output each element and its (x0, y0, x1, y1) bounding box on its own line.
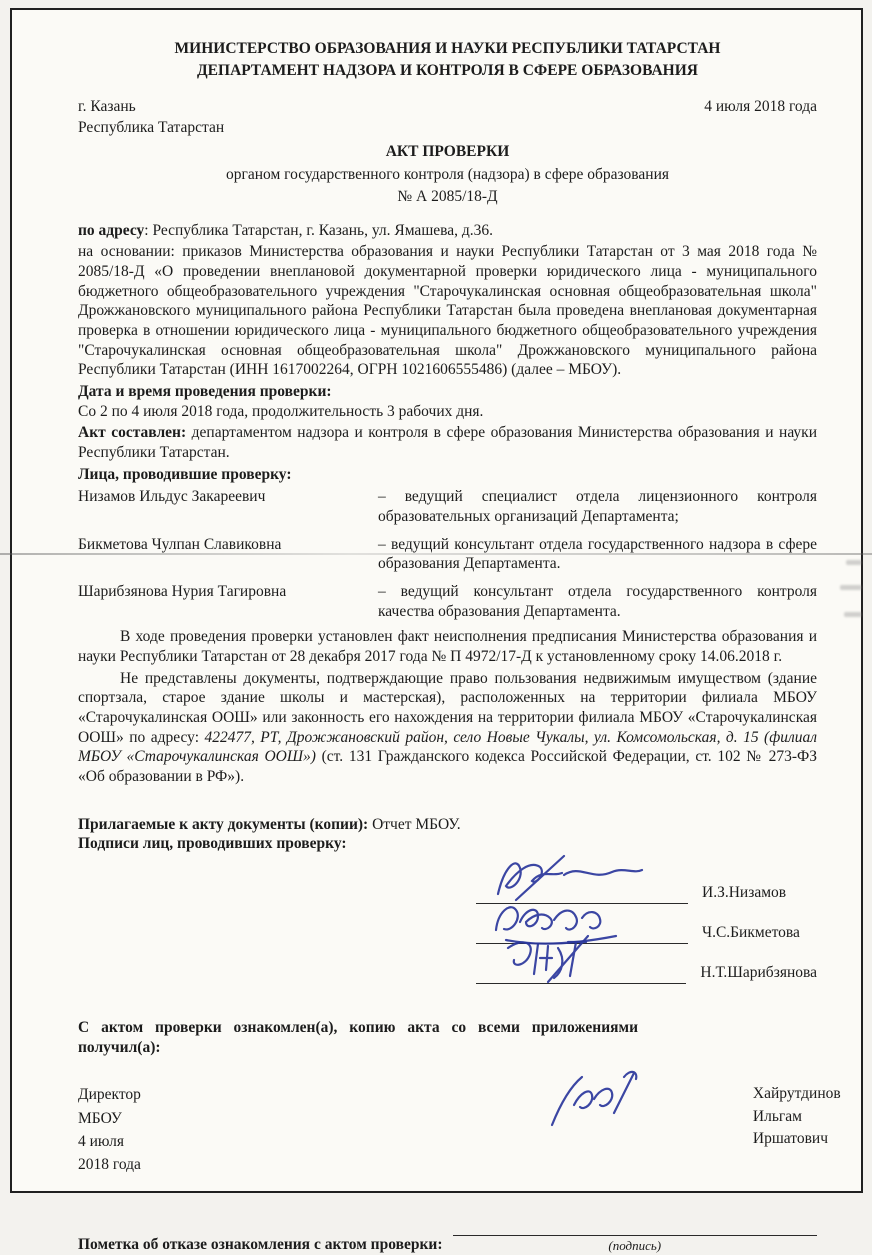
director-name-line-2: Иршатович (752, 1130, 828, 1148)
document-page (10, 8, 863, 1254)
scan-artifact-smudge (840, 585, 862, 590)
scan-artifact-smudge (846, 560, 862, 565)
signature-name: Ч.С.Бикметова (702, 924, 800, 942)
document-title: АКТ ПРОВЕРКИ (385, 143, 510, 161)
meta-row (78, 97, 817, 139)
refusal-row (78, 1218, 817, 1255)
violation-address-italic: 422477, РТ, Дрожжановский район, село Новые Чукалы, ул. Комсомольская, д. 15 (филиал МБОУ «Старочукалинская ООШ») (78, 728, 817, 766)
ministry-header (78, 38, 817, 81)
signature-row (476, 864, 817, 904)
inspector-role: – ведущий консультант отдела государственного контроля качества образования Департамента. (378, 583, 817, 620)
composed-value: департаментом надзора и контроля в сфере образования Министерства образования и науки Республики Татарстан. (78, 424, 817, 462)
document-subtitle: органом государственного контроля (надзора) в сфере образования (225, 165, 670, 183)
scan-artifact-smudge (844, 612, 862, 617)
refusal-signature-line (453, 1218, 818, 1236)
director-name (753, 1083, 841, 1150)
signature-row (476, 904, 817, 944)
inspector-row (78, 582, 817, 621)
inspector-name: Шарибзянова Нурия Тагировна (78, 583, 287, 601)
signature-line (476, 904, 688, 944)
inspector-name: Низамов Ильдус Закареевич (78, 488, 266, 506)
document-number: № А 2085/18-Д (397, 188, 498, 206)
document-date: 4 июля 2018 года (704, 98, 817, 116)
inspectors-label: Лица, проводившие проверку: (78, 465, 292, 483)
address-paragraph (78, 221, 817, 241)
violation-text-end: (ст. 131 Гражданского кодекса Российской Федерации, ст. 102 № 273-ФЗ «Об образовании в РФ»). (78, 748, 817, 786)
signature-name: Н.Т.Шарибзянова (700, 964, 817, 982)
refusal-sub-caption: (подпись) (608, 1238, 662, 1254)
datetime-value: Со 2 по 4 июля 2018 года, продолжительность 3 рабочих дня. (78, 402, 484, 420)
place-region: Республика Татарстан (78, 119, 225, 137)
datetime-block (78, 382, 817, 421)
attachments-paragraph (78, 815, 817, 835)
composed-paragraph (78, 423, 817, 462)
director-block (78, 1083, 141, 1176)
title-block (78, 141, 817, 208)
inspector-role: – ведущий специалист отдела лицензионного контроля образовательных организаций Департамента; (378, 488, 817, 526)
director-row (78, 1083, 841, 1176)
finding-paragraph: В ходе проведения проверки установлен факт неисполнения предписания Министерства образования и науки Республики Татарстан от 28 декабря 2017 года № П 4972/17-Д к установленному сроку 14.06.2018 г. (78, 628, 817, 666)
datetime-label: Дата и время проведения проверки: (78, 383, 332, 400)
inspector-row (78, 487, 817, 526)
attachments-block (78, 815, 817, 854)
ministry-line-2: ДЕПАРТАМЕНТ НАДЗОРА И КОНТРОЛЯ В СФЕРЕ ОБРАЗОВАНИЯ (197, 61, 698, 79)
refusal-line-wrap (453, 1218, 818, 1255)
address-value: : Республика Татарстан, г. Казань, ул. Ямашева, д.36. (144, 221, 494, 239)
signature-row (476, 944, 817, 984)
signatures-label: Подписи лиц, проводивших проверку: (78, 835, 347, 853)
violation-text: Не представлены документы, подтверждающие право пользования недвижимым имуществом (здание спортзала, старое здание школы и мастерская), расположенных на территории филиала МБОУ «Старочукалинская ООШ» или законность его нахождения на территории филиала МБОУ «Старочукалинская ООШ» по адресу: (78, 669, 817, 746)
director-title: Директор МБОУ (78, 1086, 141, 1127)
place-block (78, 97, 224, 139)
attachments-value: Отчет МБОУ. (368, 815, 461, 833)
inspector-name: Бикметова Чулпан Славиковна (78, 535, 282, 553)
signature-image-director (538, 1065, 648, 1135)
basis-paragraph: на основании: приказов Министерства образования и науки Республики Татарстан от 3 мая 2018 года № 2085/18-Д «О проведении внеплановой документарной проверки юридического лица - муниципального бюджетного общеобразовательного учреждения "Старочукалинская основная общеобразовательная школа" Дрожжановского муниципального района Республики Татарстан была проведена внеплановая документарная проверка в отношении юридического лица - муниципального бюджетного общеобразовательного учреждения "Старочукалинская основная общеобразовательная школа" Дрожжановского муниципального района Республики Татарстан (ИНН 1617002264, ОГРН 1021606555486) (далее – МБОУ). (78, 243, 817, 379)
attachments-label: Прилагаемые к акту документы (копии): (78, 815, 369, 833)
scan-artifact-line (0, 553, 872, 555)
composed-label: Акт составлен: (78, 424, 187, 442)
inspector-role: – ведущий консультант отдела государственного надзора в сфере образования Департамента. (378, 535, 817, 573)
signature-block (476, 864, 817, 984)
signature-name: И.З.Низамов (702, 884, 787, 902)
address-label: по адресу (78, 221, 145, 239)
ministry-line-1: МИНИСТЕРСТВО ОБРАЗОВАНИЯ И НАУКИ РЕСПУБЛИКИ ТАТАРСТАН (174, 40, 721, 57)
place-city: г. Казань (78, 98, 136, 116)
refusal-label: Пометка об отказе ознакомления с актом проверки: (78, 1236, 443, 1254)
director-date: 4 июля 2018 года (78, 1132, 141, 1174)
violation-paragraph (78, 669, 817, 787)
signature-line (476, 944, 686, 984)
signature-line (476, 864, 688, 904)
director-name-line-1: Хайрутдинов Ильгам (752, 1085, 841, 1125)
acknowledgement-paragraph: С актом проверки ознакомлен(а), копию акта со всеми приложениями получил(а): (78, 1019, 638, 1056)
